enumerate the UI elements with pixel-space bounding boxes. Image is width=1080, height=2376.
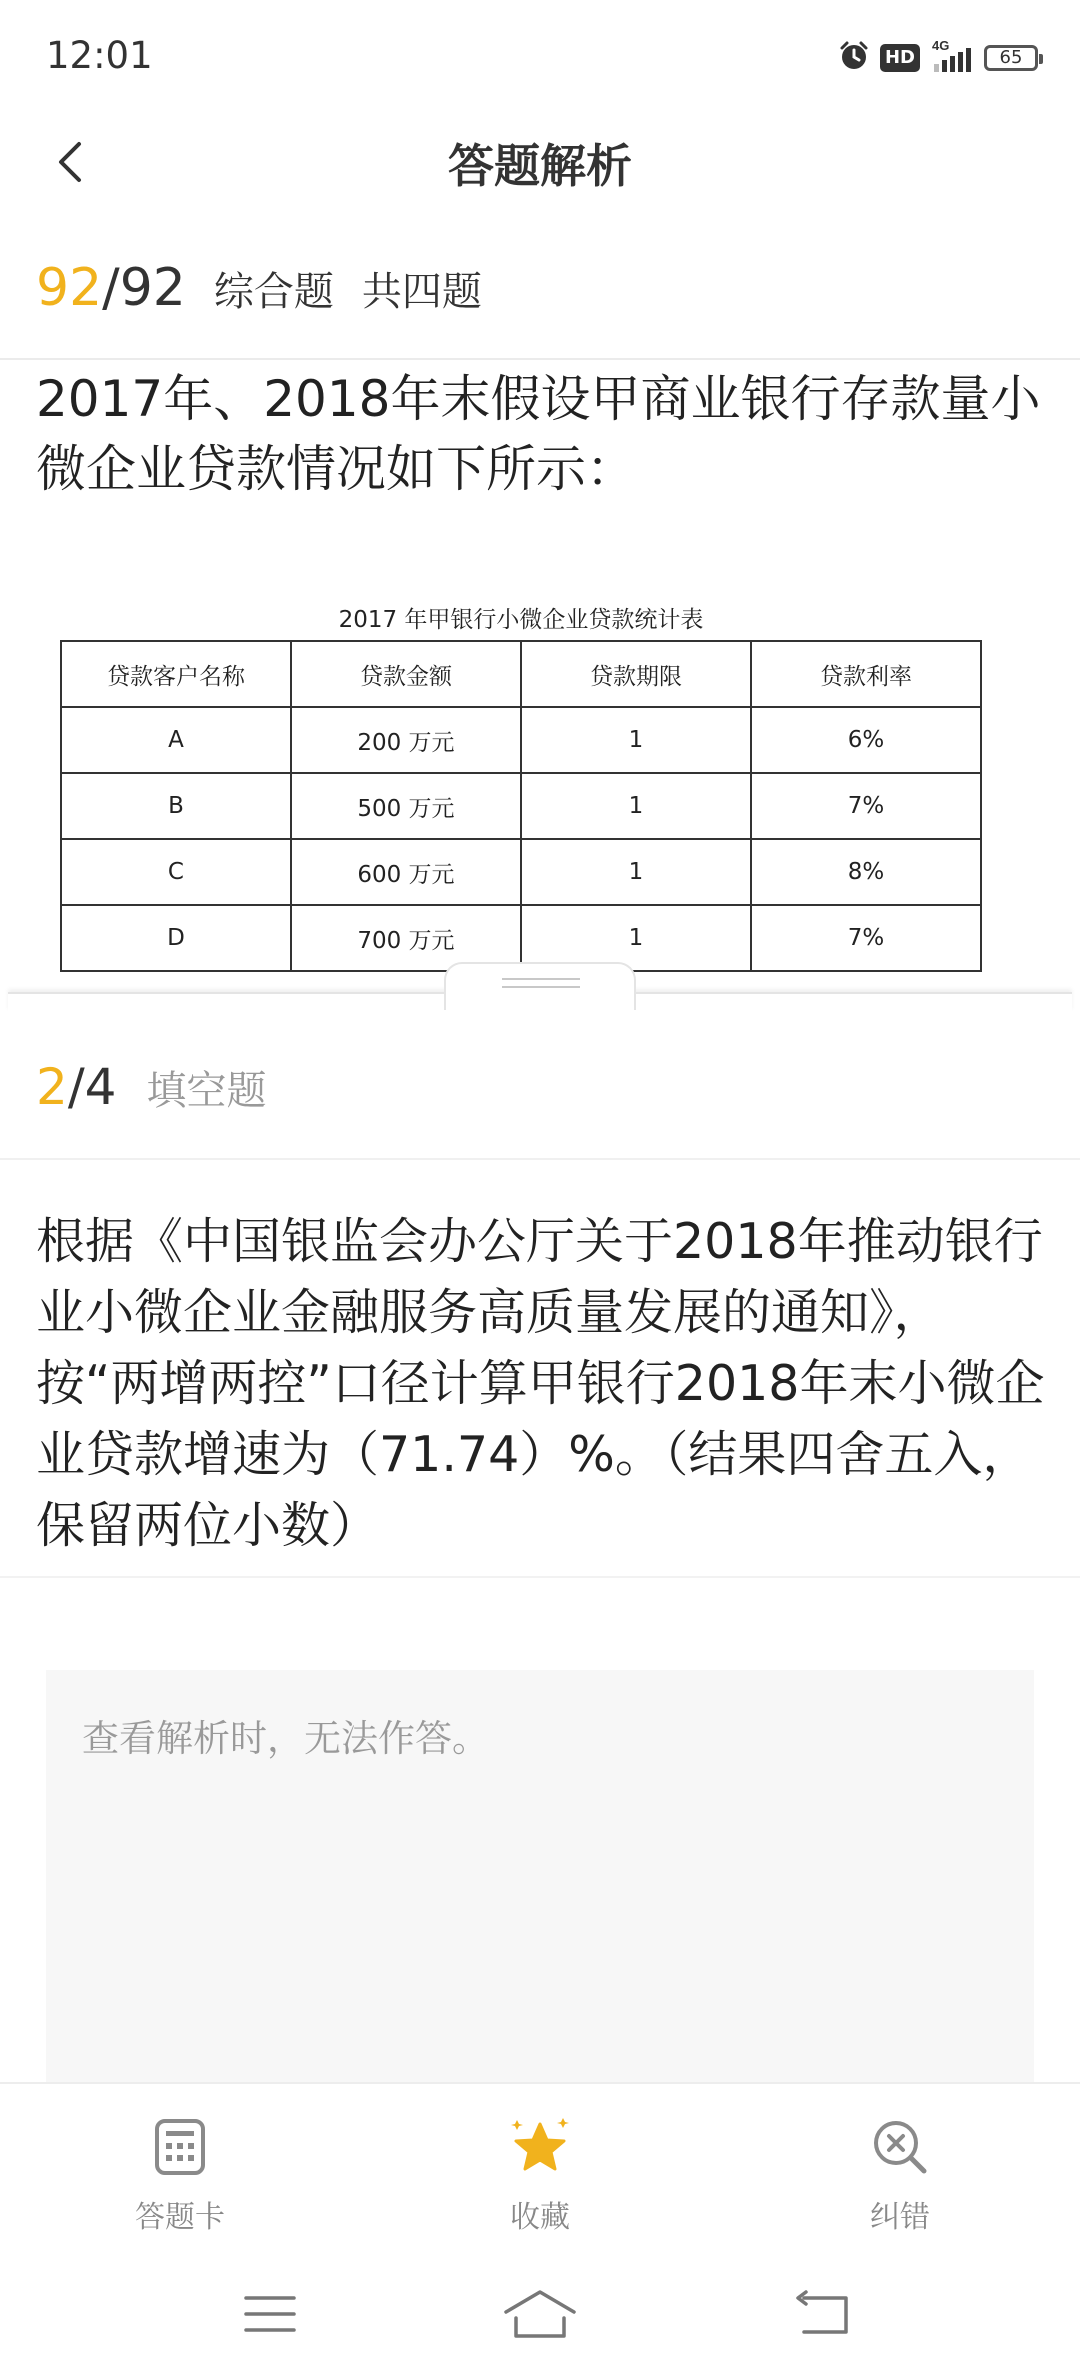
bottom-toolbar <box>0 2082 1080 2252</box>
sheet-drag-handle[interactable] <box>444 962 636 1010</box>
table-row <box>61 839 981 905</box>
table-cell: 1 <box>521 707 751 773</box>
table-header-cell: 贷款期限 <box>521 641 751 707</box>
table-cell: 8% <box>751 839 981 905</box>
loan-table-image <box>60 600 982 992</box>
answer-card-label: 答题卡 <box>135 2200 225 2235</box>
menu-icon <box>242 2292 298 2336</box>
table-header-cell: 贷款利率 <box>751 641 981 707</box>
loan-table <box>60 640 982 972</box>
network-type-label: 4G <box>932 38 950 53</box>
drag-handle-line <box>502 986 580 988</box>
table-title: 2017 年甲银行小微企业贷款统计表 <box>338 607 704 633</box>
table-cell: 600 万元 <box>291 839 521 905</box>
signal-icon <box>930 38 974 78</box>
table-cell: C <box>61 839 291 905</box>
back-nav-button[interactable] <box>776 2286 872 2342</box>
sub-question-current-number: 2 <box>36 1058 68 1116</box>
table-cell: 1 <box>521 773 751 839</box>
answer-card-icon <box>147 2114 213 2180</box>
sub-question-progress <box>36 1058 266 1116</box>
sub-question-type: 填空题 <box>146 1068 267 1114</box>
page-title: 答题解析 <box>448 139 632 193</box>
table-header-cell: 贷款金额 <box>291 641 521 707</box>
table-cell: B <box>61 773 291 839</box>
sub-question-text: 根据《中国银监会办公厅关于2018年推动银行业小微企业金融服务高质量发展的通知》，按“两增两控”口径计算甲银行2018年末小微企业贷款增速为（71.74）%。（结果四舍五入，保留两位小数） <box>36 1213 1045 1554</box>
divider <box>0 358 1080 360</box>
table-cell: 7% <box>751 773 981 839</box>
table-header-cell: 贷款客户名称 <box>61 641 291 707</box>
answer-input-area: 查看解析时，无法作答。 <box>46 1670 1034 2082</box>
question-stem: 2017年、2018年末假设甲商业银行存款量小微企业贷款情况如下所示： <box>36 370 1041 498</box>
table-cell: 700 万元 <box>291 905 521 971</box>
sub-question-total-number: /4 <box>67 1058 117 1116</box>
status-time: 12:01 <box>46 34 153 77</box>
table-cell: 1 <box>521 905 751 971</box>
divider <box>0 1576 1080 1578</box>
home-icon <box>502 2288 578 2340</box>
favorite-button[interactable] <box>440 2114 640 2236</box>
hd-icon: HD <box>880 44 920 72</box>
table-cell: D <box>61 905 291 971</box>
drag-handle-line <box>502 978 580 980</box>
question-type: 综合题 <box>213 269 334 315</box>
status-bar <box>0 0 1080 118</box>
question-progress <box>36 258 482 328</box>
battery-icon: 65 <box>984 45 1038 71</box>
alarm-icon <box>838 40 870 76</box>
table-cell: 200 万元 <box>291 707 521 773</box>
table-cell: 500 万元 <box>291 773 521 839</box>
table-cell: A <box>61 707 291 773</box>
answer-card-button[interactable] <box>80 2114 280 2236</box>
question-total-number: /92 <box>102 258 186 318</box>
table-cell: 6% <box>751 707 981 773</box>
divider <box>0 1158 1080 1160</box>
nav-bar <box>0 118 1080 210</box>
star-icon <box>507 2114 573 2180</box>
favorite-label: 收藏 <box>510 2200 570 2235</box>
table-header-row <box>61 641 981 707</box>
report-error-icon <box>867 2114 933 2180</box>
home-button[interactable] <box>492 2286 588 2342</box>
system-navigation-bar <box>0 2250 1080 2376</box>
report-error-button[interactable] <box>800 2114 1000 2236</box>
return-icon <box>794 2290 854 2338</box>
question-count: 共四题 <box>361 269 482 315</box>
table-cell: 7% <box>751 905 981 971</box>
question-current-number: 92 <box>36 258 103 318</box>
report-error-label: 纠错 <box>870 2200 930 2235</box>
table-row <box>61 773 981 839</box>
menu-button[interactable] <box>222 2286 318 2342</box>
table-row <box>61 707 981 773</box>
table-cell: 1 <box>521 839 751 905</box>
status-icons <box>838 36 1038 80</box>
